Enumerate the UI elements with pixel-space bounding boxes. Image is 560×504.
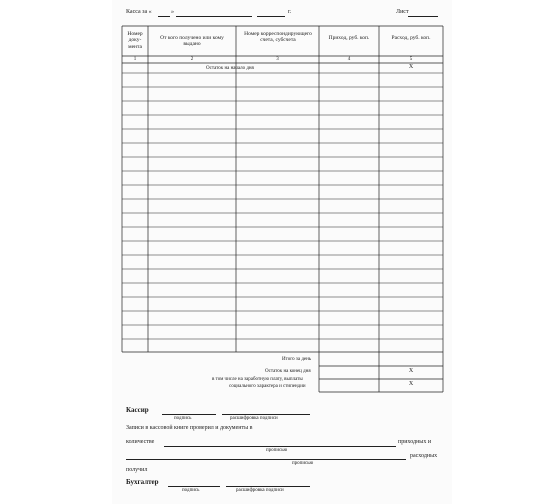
column-header-income: Приход, руб. коп.: [328, 35, 370, 41]
accountant-signature-line: [168, 486, 220, 487]
cashier-signature-line: [162, 414, 216, 415]
salary-label-line1: в том числе на заработную плату, выплаты: [212, 377, 303, 382]
salary-x: X: [408, 381, 414, 387]
records-checked-text: Записи в кассовой книге проверил и документы в: [126, 425, 253, 431]
outgoing-label: расходных: [410, 453, 438, 459]
incoming-label: приходных и: [398, 439, 432, 445]
accountant-decoding-line: [226, 486, 310, 487]
column-number-5: 5: [409, 57, 413, 62]
cashier-decoding-line: [222, 414, 310, 415]
cashier-label: Кассир: [126, 406, 149, 414]
kassa-za-quote: »: [171, 9, 174, 15]
year-suffix: г.: [288, 9, 292, 15]
cashier-decoding-caption: расшифровка подписи: [230, 416, 278, 421]
opening-balance-x: X: [408, 64, 414, 70]
cashier-signature-caption: подпись: [174, 416, 192, 421]
day-total-label: Итого за день: [282, 357, 312, 362]
accountant-signature-caption: подпись: [182, 488, 200, 493]
column-number-2: 2: [190, 57, 194, 62]
column-number-4: 4: [347, 57, 351, 62]
received-label: получил: [126, 467, 148, 473]
closing-balance-label: Остаток на конец дня: [265, 369, 311, 374]
quantity-label: количестве: [126, 439, 155, 445]
column-number-3: 3: [276, 57, 279, 62]
column-header-doc-number: Номер доку-мента: [127, 31, 143, 50]
salary-label-line2: социального характера и стипендии: [229, 384, 306, 389]
column-number-1: 1: [133, 57, 137, 62]
column-header-expense: Расход, руб. коп.: [391, 35, 431, 41]
incoming-quantity-line: [164, 446, 396, 447]
outgoing-quantity-line: [126, 459, 406, 460]
column-header-from-whom: От кого получено или кому выдано: [160, 35, 224, 48]
incoming-in-words-caption: прописью: [266, 448, 288, 453]
kassa-za-prefix: Касса за «: [126, 9, 152, 15]
closing-balance-x: X: [408, 368, 414, 374]
accountant-decoding-caption: расшифровка подписи: [236, 488, 284, 493]
cash-book-sheet: [112, 0, 452, 504]
list-label: Лист: [396, 9, 409, 15]
column-header-corr-account: Номер корреспондирующего счета, субсчета: [244, 31, 312, 44]
accountant-label: Бухгалтер: [126, 478, 159, 486]
opening-balance-label: Остаток на начало дня: [206, 66, 254, 71]
outgoing-in-words-caption: прописью: [292, 461, 314, 466]
